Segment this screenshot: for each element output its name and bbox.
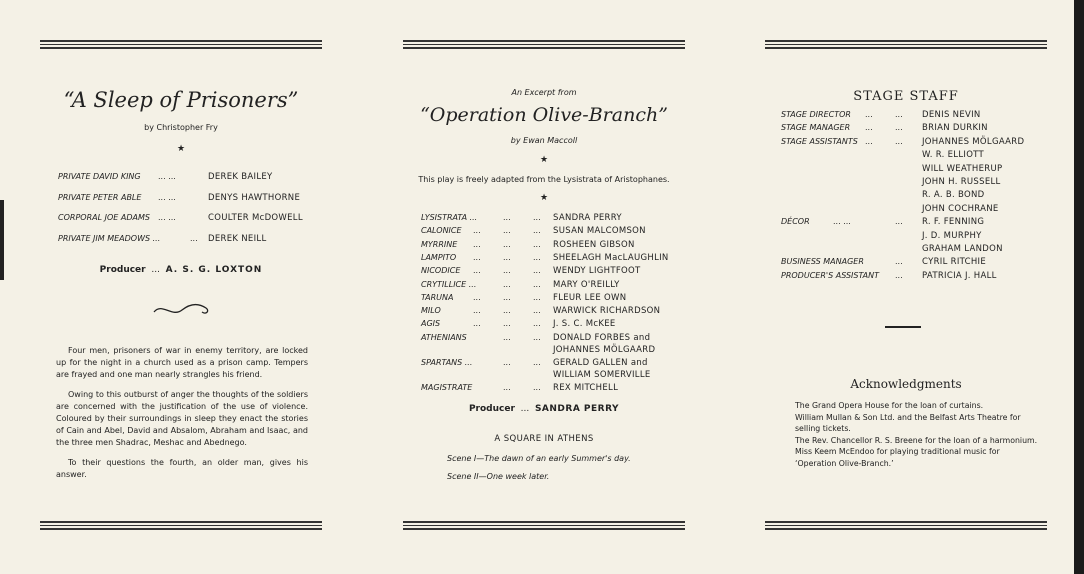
staff-name: JOHN H. RUSSELL [922, 177, 1001, 187]
staff-name: R. F. FENNING [922, 217, 985, 228]
bottom-rule [403, 521, 685, 532]
cast-actor: DEREK BAILEY [208, 172, 273, 182]
producer-label: Producer [468, 404, 515, 414]
bottom-rule [40, 521, 322, 532]
staff-dots: ... [895, 217, 903, 227]
scene-2: Scene II—One week later. [447, 472, 550, 481]
cast-dots: ... [533, 332, 541, 342]
cast-row [58, 234, 340, 246]
cast-dots: ... [473, 226, 481, 236]
cast-role: LAMPITO [421, 252, 457, 262]
staff-name: GRAHAM LANDON [922, 244, 1003, 254]
staff-name: J. D. MURPHY [922, 230, 982, 241]
staff-dots: ... [895, 270, 903, 280]
cast-actor: WENDY LIGHTFOOT [553, 266, 641, 277]
cast-row [421, 358, 703, 370]
cast-dots: ... [503, 319, 511, 329]
cast-role: CALONICE [421, 226, 462, 236]
cast-actor: DENYS HAWTHORNE [208, 193, 301, 203]
top-rule [40, 40, 322, 51]
cast-dots: ... [503, 266, 511, 276]
cast-dots: ... [533, 292, 541, 302]
staff-name: BRIAN DURKIN [922, 123, 988, 134]
cast-dots: ... [503, 358, 511, 367]
cast-row [58, 172, 340, 184]
ack-item: Miss Keem McEndoo for playing traditional music for ‘Operation Olive-Branch.’ [795, 447, 1000, 468]
ack-item: The Grand Opera House for the loan of curtains. [795, 401, 984, 410]
panel-operation-olive-branch [403, 0, 685, 574]
producer-dots: ... [520, 404, 530, 414]
staff-heading: STAGE STAFF [853, 89, 959, 104]
staff-name: JOHANNES MÖLGAARD [922, 136, 1025, 147]
star-ornament: ★ [539, 155, 549, 165]
panel-sleep-of-prisoners [40, 0, 322, 574]
cast-dots: ... [473, 306, 481, 316]
cast-actor: SHEELAGH MacLAUGHLIN [553, 252, 669, 263]
cast-actor: ROSHEEN GIBSON [553, 239, 635, 250]
cast-dots: ... [473, 292, 481, 302]
synopsis-para-3: To their questions the fourth, an older man, gives his answer. [56, 458, 308, 479]
cast-role: CORPORAL JOE ADAMS [58, 213, 150, 222]
cast-dots: ... [503, 332, 511, 342]
staff-dots: ... [865, 123, 873, 133]
cast-role: MYRRINE [421, 239, 458, 249]
cast-dots: ... [503, 239, 511, 249]
producer-dots: ... [151, 265, 160, 275]
cast-row [421, 383, 703, 395]
cast-dots: ... [533, 213, 541, 222]
cast-dots: ... [533, 306, 541, 316]
staff-role: BUSINESS MANAGER [781, 257, 864, 267]
staff-role: STAGE MANAGER [781, 123, 851, 133]
cast-role: AGIS [421, 319, 441, 329]
synopsis-para-2: Owing to this outburst of anger the thoughts of the soldiers are concerned with the justification of the use of violence. Coloured by their surroundings in sleep they enact the stories of Cain and Abel, David and Absalom, Abraham and Isaac, and the three men Shadrac, Meshac and Abednego. [56, 390, 308, 447]
bottom-rule [765, 521, 1047, 532]
cast-role: PRIVATE JIM MEADOWS ... [58, 234, 161, 243]
synopsis-para-1: Four men, prisoners of war in enemy territory, are locked up for the night in a church used as a prison camp. Tempers are frayed and one man nearly strangles his friend. [56, 346, 308, 379]
cast-role: CRYTILLICE ... [421, 279, 477, 289]
cast-actor: JOHANNES MÖLGAARD [553, 344, 656, 355]
cast-actor: SUSAN MALCOMSON [553, 226, 646, 237]
cast-dots: ... [473, 319, 481, 329]
cast-dots: ... [533, 279, 541, 289]
cast-row [421, 213, 703, 225]
producer-line [40, 265, 322, 275]
cast-row [421, 253, 703, 265]
staff-role: STAGE ASSISTANTS [781, 136, 858, 146]
staff-dots: ... [895, 136, 903, 146]
cast-dots: ... [533, 252, 541, 262]
cast-dots: ... [533, 226, 541, 236]
cast-role: PRIVATE DAVID KING [58, 172, 141, 181]
staff-role: PRODUCER'S ASSISTANT [781, 270, 879, 280]
staff-name: R. A. B. BOND [922, 190, 985, 201]
cast-row [58, 213, 340, 225]
cast-row-cont [421, 370, 703, 382]
staff-dots: ... ... [833, 217, 851, 227]
play-title: “Operation Olive-Branch” [420, 104, 668, 126]
cast-role: NICODICE [421, 266, 461, 276]
staff-name: CYRIL RITCHIE [922, 257, 987, 268]
cast-dots: ... [533, 383, 541, 393]
cast-actor: WARWICK RICHARDSON [553, 306, 661, 317]
producer-name: SANDRA PERRY [534, 404, 620, 414]
cast-role: ATHENIANS [421, 332, 467, 342]
cast-row-cont [421, 345, 703, 357]
acknowledgments-list [795, 400, 1043, 469]
cast-dots: ... [503, 213, 511, 222]
cast-dots: ... ... [158, 193, 176, 202]
staff-name: JOHN COCHRANE [922, 203, 999, 214]
cast-role: TARUNA [421, 292, 454, 302]
cast-actor: GERALD GALLEN and [553, 358, 648, 368]
staff-dots: ... [895, 110, 903, 119]
top-rule [403, 40, 685, 51]
staff-name: PATRICIA J. HALL [922, 270, 997, 281]
cast-actor: J. S. C. McKEE [553, 319, 616, 330]
excerpt-label: An Excerpt from [511, 88, 577, 97]
staff-name: DENIS NEVIN [922, 110, 981, 120]
cast-dots: ... [503, 383, 511, 393]
play-author: by Ewan Maccoll [510, 136, 578, 145]
star-ornament: ★ [176, 144, 186, 154]
acknowledgments-heading: Acknowledgments [850, 377, 962, 391]
staff-name: W. R. ELLIOTT [922, 150, 985, 161]
cast-actor: MARY O'REILLY [553, 279, 620, 290]
cast-row [421, 226, 703, 238]
cast-row [421, 266, 703, 278]
cast-dots: ... [533, 266, 541, 276]
cast-dots: ... [190, 234, 198, 243]
cast-dots: ... [533, 239, 541, 249]
play-title: “A Sleep of Prisoners” [63, 88, 299, 112]
cast-dots: ... [473, 266, 481, 276]
cast-row [58, 193, 340, 205]
cast-dots: ... [503, 226, 511, 236]
cast-dots: ... [533, 319, 541, 329]
cast-row [421, 280, 703, 292]
cast-row [421, 293, 703, 305]
cast-dots: ... ... [158, 172, 176, 181]
staff-role: DÉCOR [781, 217, 810, 227]
cast-dots: ... [503, 279, 511, 289]
cast-role: SPARTANS ... [421, 358, 473, 367]
cast-actor: DEREK NEILL [208, 234, 267, 244]
setting: A SQUARE IN ATHENS [494, 434, 594, 444]
producer-name: A. S. G. LOXTON [165, 265, 263, 275]
cast-actor: COULTER McDOWELL [208, 213, 303, 223]
cast-row [421, 319, 703, 331]
section-divider [885, 326, 921, 328]
cast-dots: ... [533, 358, 541, 367]
staff-role: STAGE DIRECTOR [781, 110, 851, 119]
ack-item: The Rev. Chancellor R. S. Breene for the loan of a harmonium. [795, 435, 1038, 445]
cast-dots: ... [473, 252, 481, 262]
producer-label: Producer [99, 265, 146, 275]
cast-role: MILO [421, 306, 441, 316]
cast-row [421, 333, 703, 345]
cast-actor: WILLIAM SOMERVILLE [553, 370, 651, 380]
cast-actor: SANDRA PERRY [553, 213, 622, 223]
synopsis [56, 345, 308, 481]
cast-row [421, 240, 703, 252]
cast-actor: FLEUR LEE OWN [553, 292, 627, 303]
adaptation-note: This play is freely adapted from the Lysistrata of Aristophanes. [418, 175, 670, 184]
staff-dots: ... [895, 257, 903, 267]
page-edge-left [0, 200, 4, 280]
top-rule [765, 40, 1047, 51]
staff-dots: ... [895, 123, 903, 133]
cast-dots: ... [503, 292, 511, 302]
staff-dots: ... [865, 136, 873, 146]
staff-dots: ... [865, 110, 873, 119]
cast-actor: REX MITCHELL [553, 383, 619, 394]
flourish-ornament [150, 298, 212, 320]
cast-dots: ... [503, 252, 511, 262]
staff-name: WILL WEATHERUP [922, 163, 1003, 174]
cast-actor: DONALD FORBES and [553, 332, 651, 343]
cast-dots: ... ... [158, 213, 176, 222]
cast-dots: ... [503, 306, 511, 316]
producer-line [403, 404, 685, 414]
cast-dots: ... [473, 239, 481, 249]
page-edge-right [1074, 0, 1084, 574]
cast-row [421, 306, 703, 318]
panel-stage-staff [765, 0, 1047, 574]
cast-role: MAGISTRATE [421, 383, 473, 393]
cast-role: PRIVATE PETER ABLE [58, 193, 142, 202]
ack-item: William Mullan & Son Ltd. and the Belfast Arts Theatre for selling tickets. [795, 412, 1021, 433]
cast-role: LYSISTRATA ... [421, 213, 478, 222]
scene-1: Scene I—The dawn of an early Summer's day. [447, 454, 631, 463]
star-ornament-2: ★ [539, 193, 549, 203]
play-author: by Christopher Fry [144, 123, 218, 132]
